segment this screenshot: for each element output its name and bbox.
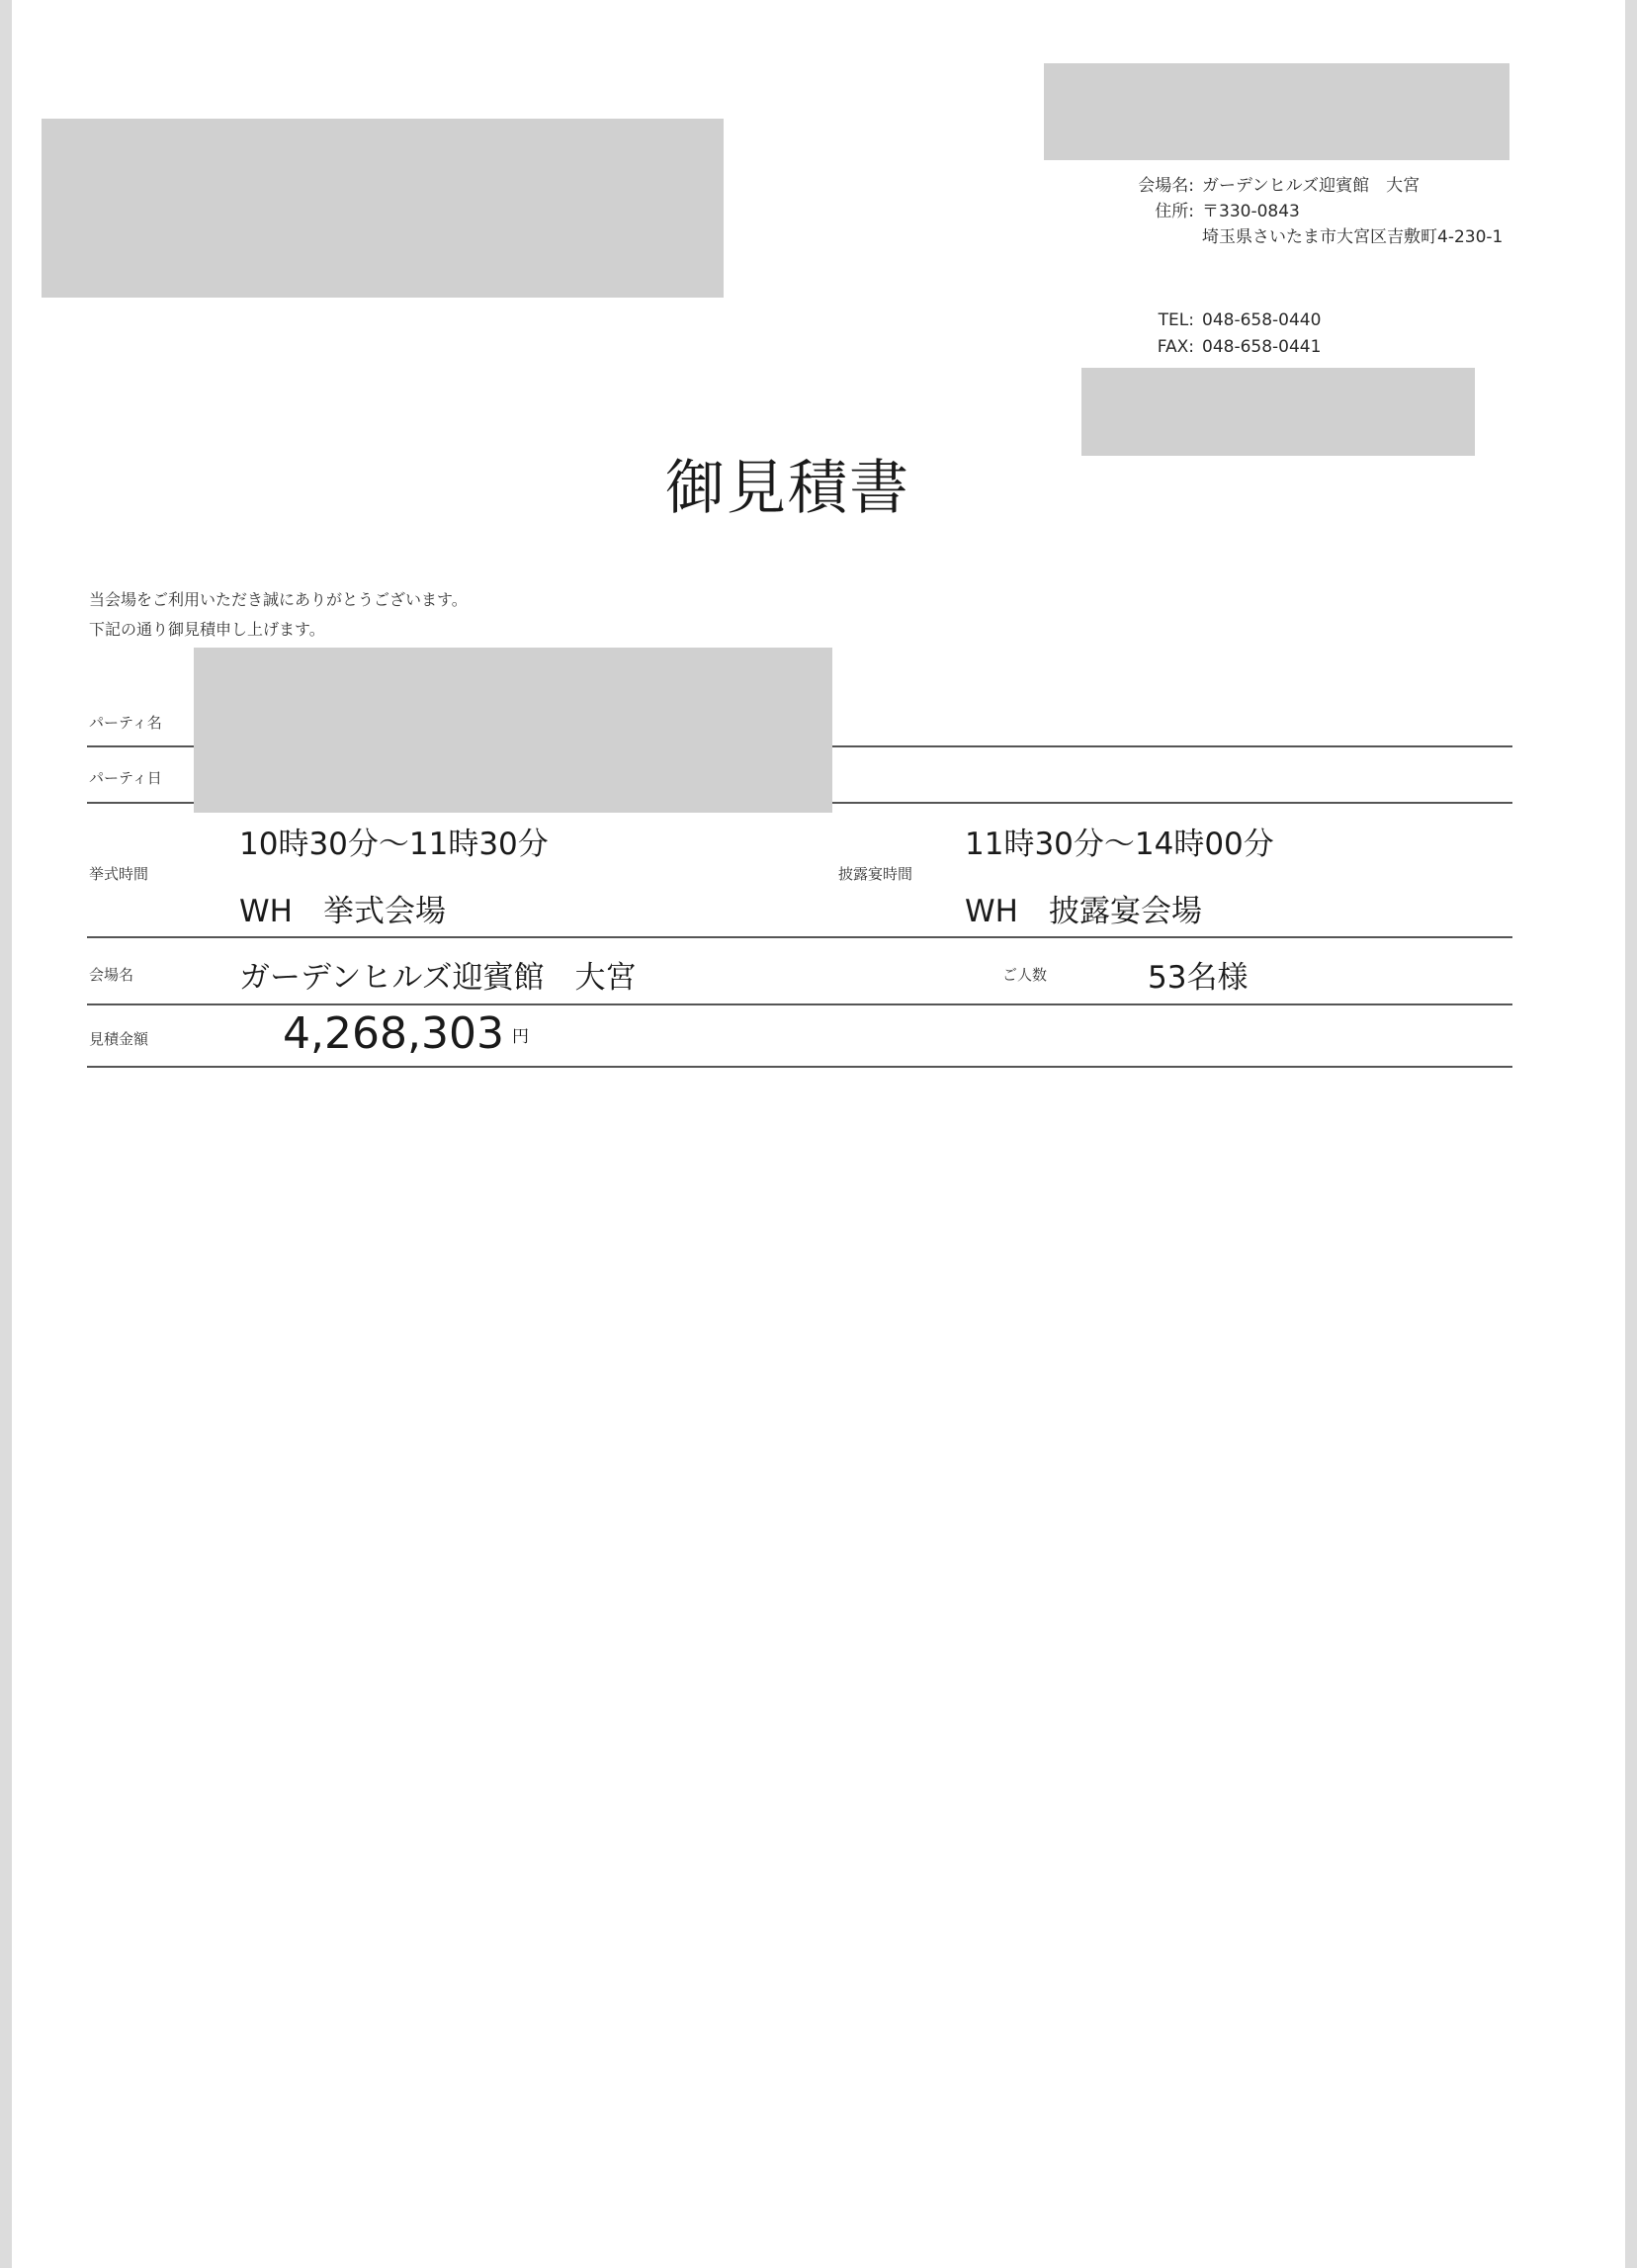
guests-label: ご人数 [1002,966,1048,984]
address: 埼玉県さいたま市大宮区吉敷町4-230-1 [1202,227,1504,247]
contact-info [1072,307,1321,361]
reception-time: 11時30分～14時00分 [965,827,1274,862]
table-divider [87,936,1512,938]
redacted-client-block [42,119,724,298]
ceremony-time-label: 挙式時間 [89,865,149,883]
venue-row-name: ガーデンヒルズ迎賓館 大宮 [239,960,637,996]
fax-label: FAX: [1157,337,1194,357]
tel-number: 048-658-0440 [1202,310,1322,330]
tel-label: TEL: [1158,310,1194,330]
estimate-amount-value: 4,268,303 [283,1008,504,1059]
guests-count: 53名様 [1148,960,1249,996]
party-date-label: パーティ日 [89,769,162,787]
ceremony-place: WH 挙式会場 [239,894,446,929]
table-divider [87,1066,1512,1068]
address-label: 住所: [1155,202,1194,221]
greeting-line-2: 下記の通り御見積申し上げます。 [89,620,325,639]
venue-label: 会場名: [1138,176,1194,196]
venue-info [1072,173,1503,250]
venue-name: ガーデンヒルズ迎賓館 大宮 [1202,176,1421,196]
venue-row-label: 会場名 [89,966,134,984]
redacted-logo-block [1044,63,1509,160]
table-divider [87,1003,1512,1005]
party-name-label: パーティ名 [89,714,162,732]
greeting-line-1: 当会場をご利用いただき誠にありがとうございます。 [89,590,468,609]
currency-unit: 円 [511,1027,529,1047]
estimate-label: 見積金額 [89,1030,149,1048]
reception-place: WH 披露宴会場 [965,894,1202,929]
document-page [12,0,1625,2268]
estimate-amount [283,1008,529,1059]
fax-number: 048-658-0441 [1202,337,1322,357]
ceremony-time: 10時30分～11時30分 [239,827,549,862]
redacted-party-block [194,648,832,813]
greeting [89,585,468,645]
document-title: 御見積書 [665,454,910,523]
postal-code: 〒330-0843 [1202,202,1300,221]
reception-time-label: 披露宴時間 [838,865,913,883]
